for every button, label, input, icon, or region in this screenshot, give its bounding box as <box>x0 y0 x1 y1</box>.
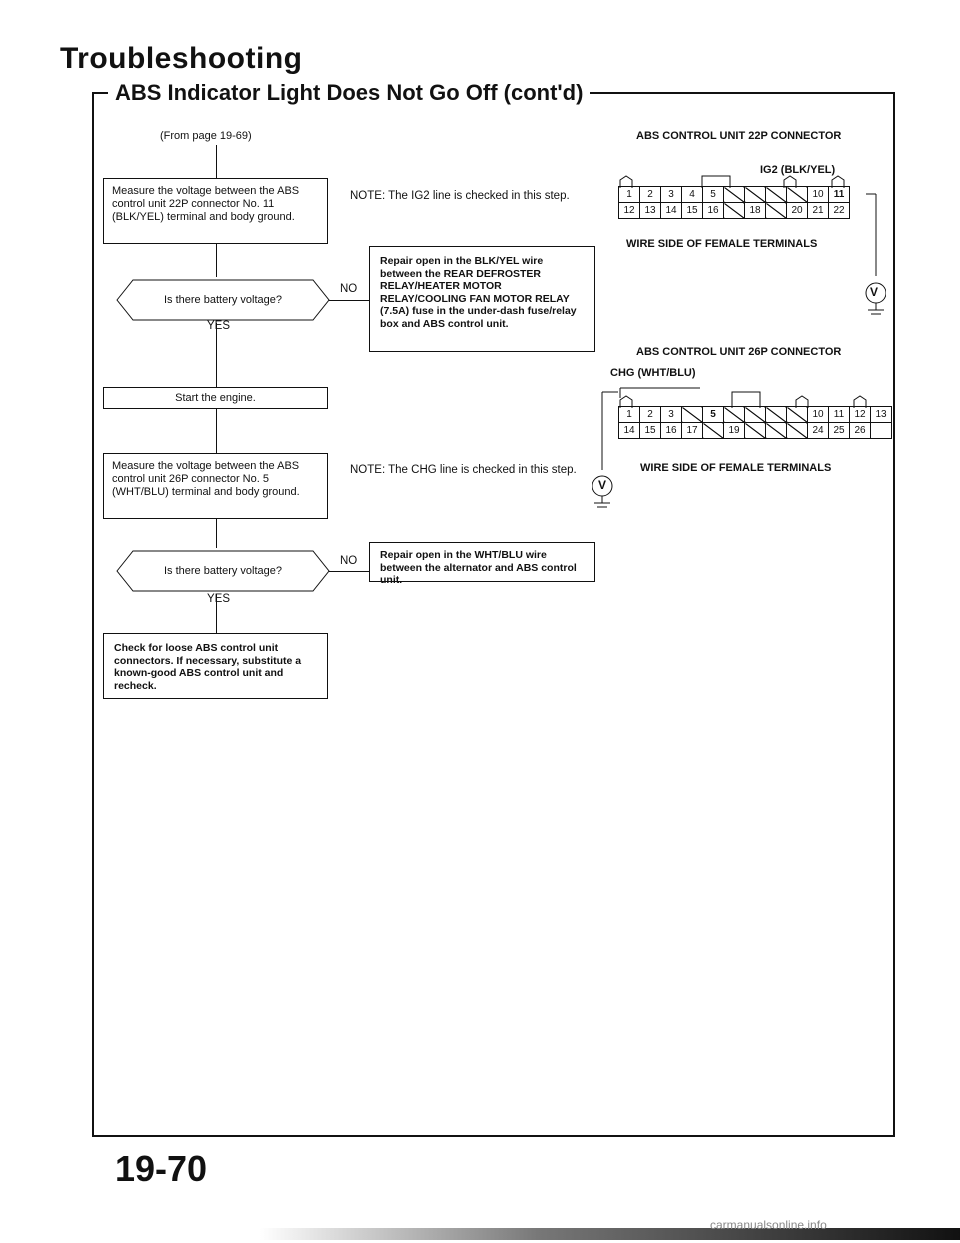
note-ig2: NOTE: The IG2 line is checked in this step. <box>350 190 570 202</box>
pin: 26 <box>850 423 871 439</box>
pin-empty <box>787 423 808 439</box>
connector26-pin-grid <box>618 406 892 439</box>
pin: 21 <box>808 203 829 219</box>
frame-right <box>893 92 895 1137</box>
connector-line <box>329 571 369 572</box>
note-chg: NOTE: The CHG line is checked in this step. <box>350 464 577 476</box>
connector-line <box>216 323 217 387</box>
subtitle-rule-left <box>92 92 108 94</box>
pin: 15 <box>682 203 703 219</box>
pin-empty <box>682 407 703 423</box>
pin: 24 <box>808 423 829 439</box>
connector-line <box>216 409 217 453</box>
connector22-test-lead <box>856 186 886 321</box>
pin-chg: 5 <box>703 407 724 423</box>
voltmeter-icon: V <box>598 478 607 492</box>
step-measure-26p: Measure the voltage between the ABS control unit 26P connector No. 5 (WHT/BLU) terminal and body ground. <box>103 453 328 519</box>
pin: 19 <box>724 423 745 439</box>
step-start-engine: Start the engine. <box>103 387 328 409</box>
pin: 18 <box>745 203 766 219</box>
pin: 5 <box>703 187 724 203</box>
question-1: Is there battery voltage? <box>163 294 282 306</box>
frame-left <box>92 92 94 1137</box>
pin: 10 <box>808 187 829 203</box>
pin: 3 <box>661 407 682 423</box>
pin: 25 <box>829 423 850 439</box>
scan-edge-bar <box>260 1228 960 1240</box>
pin-empty <box>766 187 787 203</box>
step-measure-22p: Measure the voltage between the ABS control unit 22P connector No. 11 (BLK/YEL) terminal and body ground. <box>103 178 328 244</box>
pin-empty <box>745 187 766 203</box>
pin-empty <box>766 203 787 219</box>
pin: 22 <box>829 203 850 219</box>
from-page-label: (From page 19-69) <box>160 130 252 142</box>
pin: 1 <box>619 407 640 423</box>
pin-empty <box>787 187 808 203</box>
pin: 17 <box>682 423 703 439</box>
frame-bottom <box>92 1135 895 1137</box>
watermark: carmanualsonline.info <box>710 1218 827 1232</box>
pin: 15 <box>640 423 661 439</box>
pin-empty <box>745 423 766 439</box>
connector-line <box>329 300 369 301</box>
pin: 13 <box>640 203 661 219</box>
question-2: Is there battery voltage? <box>163 565 282 577</box>
pin: 13 <box>871 407 892 423</box>
connector22-wire-label: IG2 (BLK/YEL) <box>760 164 836 176</box>
pin-empty <box>724 203 745 219</box>
connector22-title: ABS CONTROL UNIT 22P CONNECTOR <box>636 130 842 142</box>
no-label-2: NO <box>340 555 358 567</box>
pin: 2 <box>640 407 661 423</box>
connector26-caption: WIRE SIDE OF FEMALE TERMINALS <box>640 462 832 474</box>
pin: 12 <box>619 203 640 219</box>
pin: 16 <box>661 423 682 439</box>
no-label-1: NO <box>340 283 358 295</box>
pin: 4 <box>682 187 703 203</box>
connector22-pin-grid <box>618 186 850 219</box>
pin: 14 <box>661 203 682 219</box>
pin-ig2: 11 <box>829 187 850 203</box>
pin: 2 <box>640 187 661 203</box>
connector-line <box>216 244 217 277</box>
page-number: 19-70 <box>115 1148 208 1189</box>
step-check-connectors: Check for loose ABS control unit connectors. If necessary, substitute a known-good ABS control unit and recheck. <box>103 633 328 699</box>
pin: 20 <box>787 203 808 219</box>
pin-empty <box>766 407 787 423</box>
pin-empty <box>787 407 808 423</box>
pin: 16 <box>703 203 724 219</box>
connector22-caption: WIRE SIDE OF FEMALE TERMINALS <box>626 238 818 250</box>
pin: 10 <box>808 407 829 423</box>
connector26-wire-label: CHG (WHT/BLU) <box>610 367 696 379</box>
repair-wht-blu: Repair open in the WHT/BLU wire between the alternator and ABS control unit. <box>369 542 595 582</box>
connector-line <box>216 519 217 548</box>
pin-empty <box>724 187 745 203</box>
yes-label-2: YES <box>207 593 231 605</box>
pin: 3 <box>661 187 682 203</box>
yes-label-1: YES <box>207 320 231 332</box>
page-subtitle: ABS Indicator Light Does Not Go Off (cont'd) <box>115 80 584 105</box>
pin-empty <box>724 407 745 423</box>
voltmeter-icon: V <box>870 285 879 299</box>
connector26-test-lead <box>592 390 622 520</box>
pin-empty <box>766 423 787 439</box>
pin: 1 <box>619 187 640 203</box>
page-title: Troubleshooting <box>60 42 303 75</box>
pin: 11 <box>829 407 850 423</box>
pin-empty <box>703 423 724 439</box>
repair-blk-yel: Repair open in the BLK/YEL wire between the REAR DEFROSTER RELAY/HEATER MOTOR RELAY/COOLING FAN MOTOR RELAY (7.5A) fuse in the under-dash fuse/relay box and ABS control unit. <box>369 246 595 352</box>
connector26-title: ABS CONTROL UNIT 26P CONNECTOR <box>636 346 842 358</box>
connector-line <box>216 145 217 178</box>
pin-empty <box>745 407 766 423</box>
pin: 12 <box>850 407 871 423</box>
subtitle-rule-right <box>590 92 895 94</box>
pin: 14 <box>619 423 640 439</box>
